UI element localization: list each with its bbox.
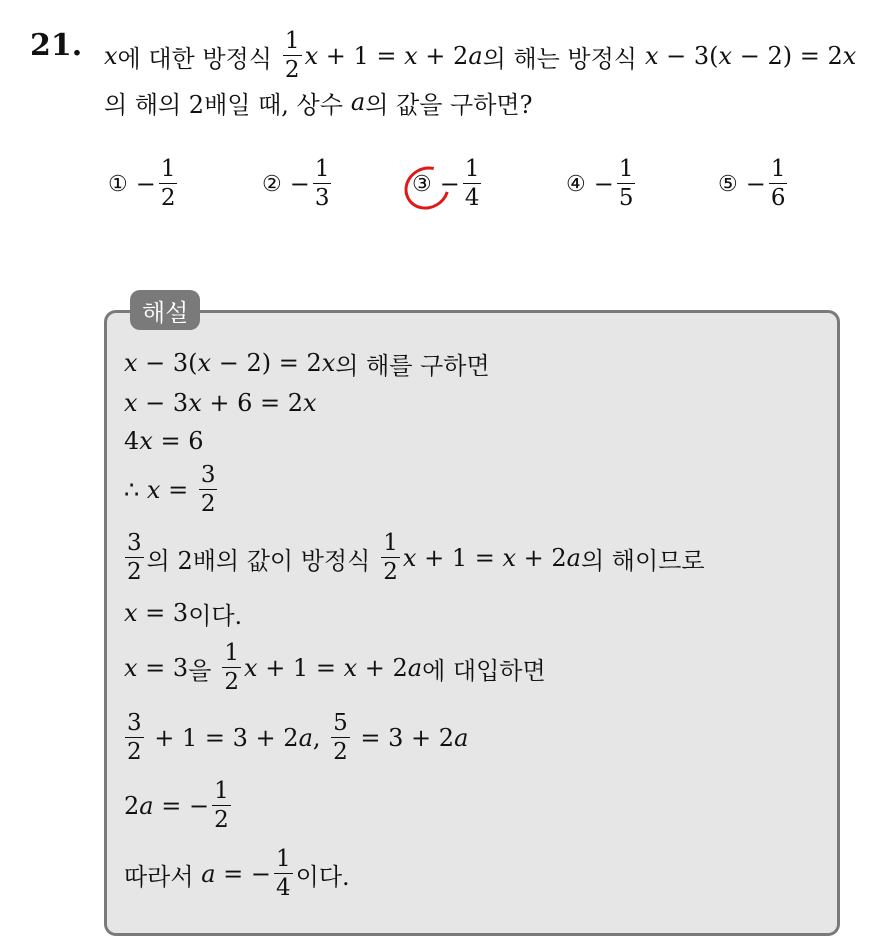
choice-numerator: 1 [160, 156, 176, 182]
choice-5[interactable] [718, 158, 790, 210]
solution-line-1: x − 3( x − 2) = 2 x 의 해를 구하면 [124, 346, 490, 380]
choice-denominator: 6 [770, 185, 786, 211]
choice-sign: − [745, 170, 766, 198]
choice-number: ⑤ [718, 171, 738, 197]
question-line-1: x 에 대한 방정식 $\frac{1}{2}$ x + 1 = x + 2 a 의 해는 방정식 x − 3( x − 2) = 2 x [104, 28, 857, 83]
choice-3[interactable] [412, 158, 484, 210]
choice-4[interactable] [566, 158, 638, 210]
solution-text: 을 [188, 656, 212, 685]
choice-sign: − [289, 170, 310, 198]
solution-line-4: ∴ x = $\frac{3}{2}$ [124, 462, 216, 517]
solution-line-10: 따라서 a = − $\frac{1}{4}$ 이다. [124, 846, 350, 901]
solution-text: 의 해를 구하면 [335, 351, 490, 380]
choice-number: ② [262, 171, 282, 197]
choice-number: ④ [566, 171, 586, 197]
solution-text: 이다. [295, 862, 350, 891]
solution-text: 따라서 [124, 862, 194, 891]
choice-numerator: 1 [464, 156, 480, 182]
solution-line-7: x = 3 을 $\frac{1}{2}$ x + 1 = x + 2 a 에 대입하면 [124, 640, 546, 695]
solution-line-5: $\frac{3}{2}$ 의 2배의 값이 방정식 $\frac{1}{2}$ x + 1 = x + 2 a 의 해이므로 [127, 530, 705, 585]
choice-sign: − [439, 170, 460, 198]
choice-numerator: 1 [770, 156, 786, 182]
choice-numerator: 1 [314, 156, 330, 182]
choice-denominator: 2 [160, 185, 176, 211]
choice-denominator: 5 [618, 185, 634, 211]
question-text: 의 해의 2배일 때, 상수 [104, 90, 343, 119]
solution-text: 의 해이므로 [580, 546, 705, 575]
choice-2[interactable] [262, 158, 334, 210]
solution-line-8: $\frac{3}{2}$ + 1 = 3 + 2 a , $\frac{5}{2}$ = 3 + 2 a [127, 710, 469, 765]
solution-text: 에 대입하면 [422, 656, 546, 685]
question-text: 에 대한 방정식 [117, 44, 272, 73]
question-text: 의 값을 구하면? [365, 90, 533, 119]
question-text: 의 해는 방정식 [482, 44, 637, 73]
question-number: 21. [30, 28, 83, 63]
choice-denominator: 3 [314, 185, 330, 211]
solution-text: 이다. [188, 601, 243, 630]
solution-line-3: 4 x = 6 [124, 427, 204, 455]
choice-denominator: 4 [464, 185, 480, 211]
solution-line-9: 2 a = − $\frac{1}{2}$ [124, 778, 229, 833]
choice-numerator: 1 [618, 156, 634, 182]
solution-line-6: x = 3 이다. [124, 596, 242, 630]
question-line-2: 의 해의 2배일 때, 상수 a 의 값을 구하면? [104, 84, 532, 120]
choice-number: ③ [412, 171, 432, 197]
solution-line-2: x − 3 x + 6 = 2 x [124, 389, 317, 417]
fraction-half: $\frac{1}{2}$ [284, 28, 300, 83]
choice-number: ① [108, 171, 128, 197]
choice-sign: − [135, 170, 156, 198]
solution-tag: 해설 [130, 290, 200, 330]
solution-text: 의 2배의 값이 방정식 [146, 546, 371, 575]
choice-sign: − [593, 170, 614, 198]
choice-1[interactable] [108, 158, 180, 210]
